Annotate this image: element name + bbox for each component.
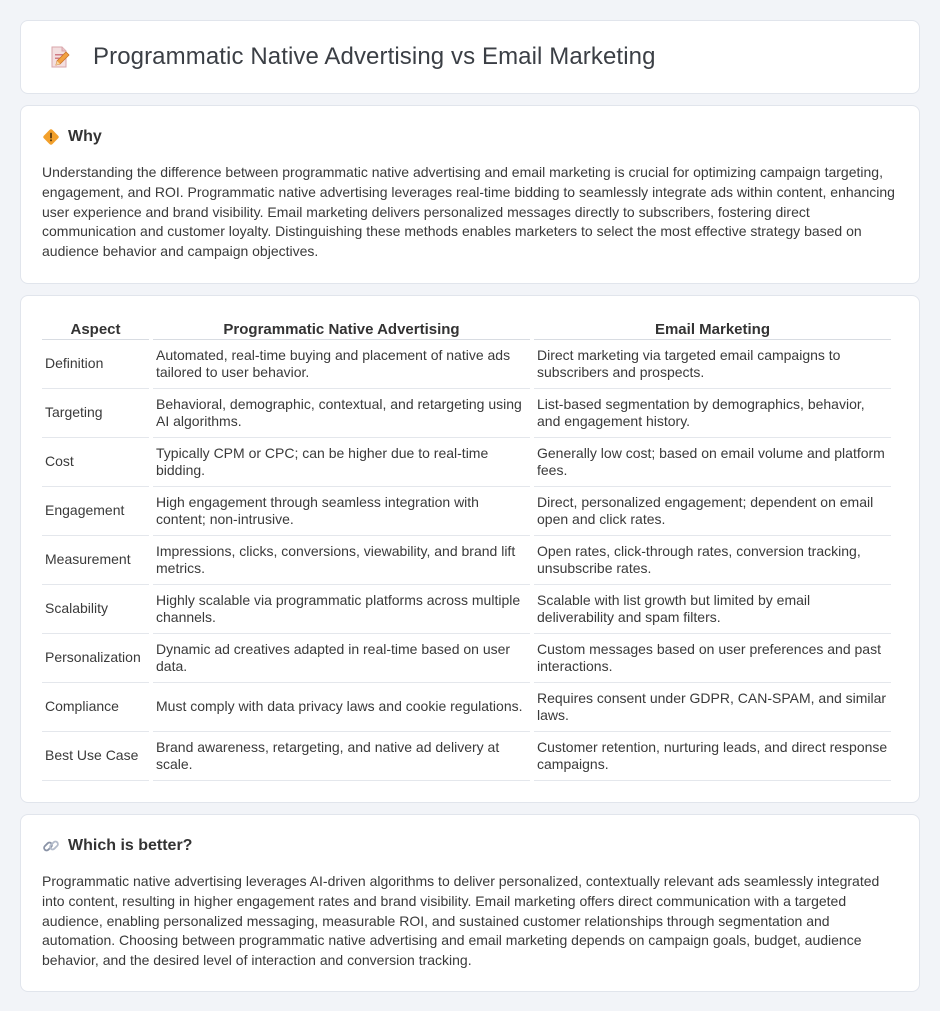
why-heading <box>42 128 898 146</box>
cell-aspect: Compliance <box>42 683 149 732</box>
comparison-table-card <box>20 295 920 803</box>
table-row <box>42 585 891 634</box>
cell-email: Customer retention, nurturing leads, and direct response campaigns. <box>534 732 891 781</box>
which-better-heading <box>42 837 898 855</box>
cell-programmatic: High engagement through seamless integration with content; non-intrusive. <box>153 487 530 536</box>
cell-programmatic: Impressions, clicks, conversions, viewability, and brand lift metrics. <box>153 536 530 585</box>
cell-programmatic: Behavioral, demographic, contextual, and retargeting using AI algorithms. <box>153 389 530 438</box>
cell-aspect: Best Use Case <box>42 732 149 781</box>
page-title: Programmatic Native Advertising vs Email Marketing <box>93 43 656 70</box>
cell-aspect: Targeting <box>42 389 149 438</box>
header-aspect: Aspect <box>42 316 149 340</box>
why-heading-label: Why <box>68 128 102 145</box>
cell-programmatic: Must comply with data privacy laws and cookie regulations. <box>153 683 530 732</box>
diamond-warning-icon <box>42 128 60 146</box>
cell-programmatic: Brand awareness, retargeting, and native ad delivery at scale. <box>153 732 530 781</box>
cell-aspect: Personalization <box>42 634 149 683</box>
cell-email: Direct marketing via targeted email campaigns to subscribers and prospects. <box>534 340 891 389</box>
table-row <box>42 634 891 683</box>
table-header-row <box>42 316 891 340</box>
cell-email: Generally low cost; based on email volume and platform fees. <box>534 438 891 487</box>
why-section <box>20 105 920 284</box>
cell-email: Direct, personalized engagement; dependent on email open and click rates. <box>534 487 891 536</box>
cell-email: Scalable with list growth but limited by email deliverability and spam filters. <box>534 585 891 634</box>
why-text: Understanding the difference between programmatic native advertising and email marketing is crucial for optimizing campaign targeting, engagement, and ROI. Programmatic native advertising leverages real-time bidding to seamlessly integrate ads within content, enhancing user experience and brand visibility. Email marketing delivers personalized messages directly to subscribers, fostering direct communication and customer loyalty. Distinguishing these methods enables marketers to select the most effective strategy based on audience behavior and campaign objectives. <box>42 164 895 260</box>
cell-aspect: Cost <box>42 438 149 487</box>
cell-programmatic: Highly scalable via programmatic platforms across multiple channels. <box>153 585 530 634</box>
header-card <box>20 20 920 94</box>
cell-programmatic: Automated, real-time buying and placement of native ads tailored to user behavior. <box>153 340 530 389</box>
which-better-section <box>20 814 920 992</box>
cell-aspect: Engagement <box>42 487 149 536</box>
table-row <box>42 683 891 732</box>
table-row <box>42 536 891 585</box>
header-email: Email Marketing <box>534 316 891 340</box>
table-row <box>42 487 891 536</box>
header-programmatic: Programmatic Native Advertising <box>153 316 530 340</box>
cell-aspect: Definition <box>42 340 149 389</box>
cell-email: Custom messages based on user preferences and past interactions. <box>534 634 891 683</box>
cell-aspect: Scalability <box>42 585 149 634</box>
document-edit-icon <box>47 45 71 69</box>
table-row <box>42 389 891 438</box>
cell-email: Requires consent under GDPR, CAN-SPAM, and similar laws. <box>534 683 891 732</box>
cell-programmatic: Dynamic ad creatives adapted in real-time based on user data. <box>153 634 530 683</box>
table-row <box>42 438 891 487</box>
cell-programmatic: Typically CPM or CPC; can be higher due to real-time bidding. <box>153 438 530 487</box>
cell-email: Open rates, click-through rates, conversion tracking, unsubscribe rates. <box>534 536 891 585</box>
cell-email: List-based segmentation by demographics, behavior, and engagement history. <box>534 389 891 438</box>
comparison-table <box>38 316 895 781</box>
cell-aspect: Measurement <box>42 536 149 585</box>
which-better-text: Programmatic native advertising leverages AI-driven algorithms to deliver personalized, contextually relevant ads seamlessly integrated into content, resulting in higher engagement rates and brand visibility. Email marketing offers direct communication with a targeted audience, enabling personalized messaging, measurable ROI, and sustained customer relationships through segmentation and automation. Choosing between programmatic native advertising and email marketing depends on campaign goals, budget, audience behavior, and the desired level of interaction and conversion tracking. <box>42 873 880 969</box>
table-row <box>42 732 891 781</box>
link-icon <box>42 837 60 855</box>
which-better-heading-label: Which is better? <box>68 837 193 854</box>
table-row <box>42 340 891 389</box>
